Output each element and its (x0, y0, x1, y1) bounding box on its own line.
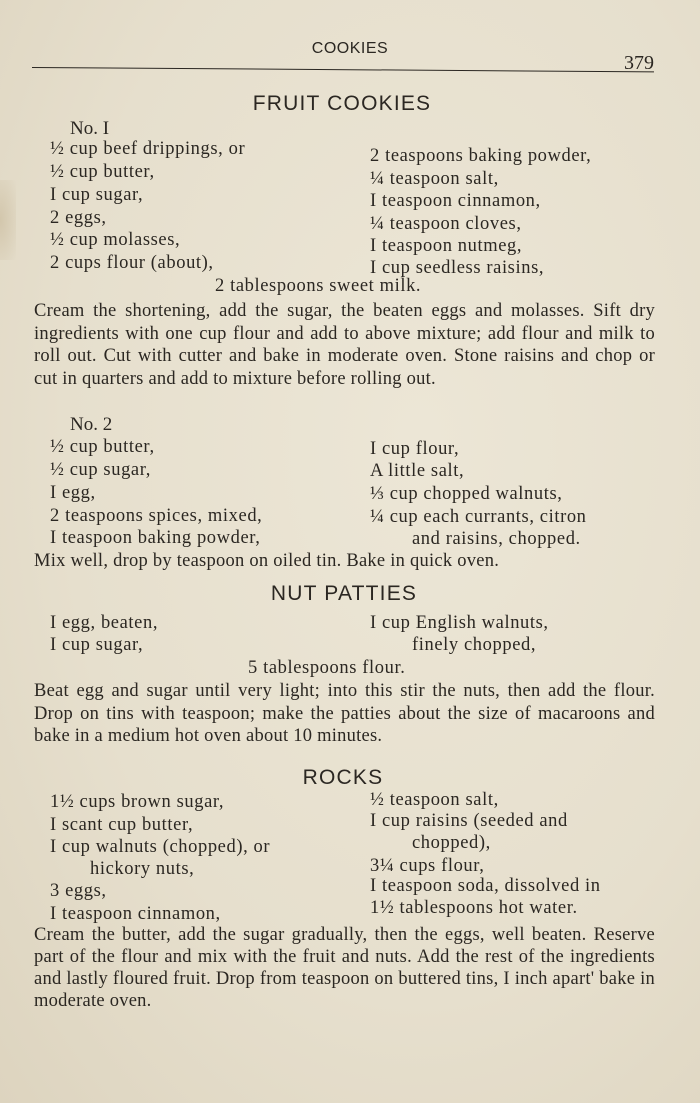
ingredient-item: 1½ cups brown sugar, (50, 792, 225, 812)
ingredient-item: hickory nuts, (90, 859, 195, 879)
ingredient-item: 3 eggs, (50, 881, 107, 901)
ingredient-item: 3¼ cups flour, (370, 856, 485, 876)
ingredient-item: ½ cup butter, (50, 162, 155, 182)
ingredient-item: I teaspoon soda, dissolved in (370, 876, 601, 896)
ingredient-item: 2 teaspoons spices, mixed, (50, 506, 263, 526)
centered-ingredient: 2 tablespoons sweet milk. (215, 276, 422, 296)
ingredient-item: I cup flour, (370, 439, 460, 459)
variant-label-no2: No. 2 (70, 414, 113, 435)
header-rule (32, 67, 654, 72)
ingredient-item: ¼ teaspoon cloves, (370, 214, 522, 234)
ingredient-item: ½ cup sugar, (50, 460, 151, 480)
ingredient-item: I teaspoon cinnamon, (370, 191, 541, 211)
method-paragraph: Cream the shortening, add the sugar, the beaten eggs and molasses. Sift dry ingredients with one cup flour and add to above mixture; add flour and milk to roll out. Cut with cutter and bake in moderate oven. Stone raisins and chop or cut in quarters and add to mixture before rolling out. (34, 301, 655, 389)
ingredient-item: and raisins, chopped. (412, 529, 581, 549)
ingredient-item: I scant cup butter, (50, 815, 194, 835)
ingredient-item: I egg, beaten, (50, 613, 159, 633)
ingredient-item: ½ cup molasses, (50, 230, 181, 250)
ingredient-item: chopped), (412, 833, 491, 853)
method-paragraph: Cream the butter, add the sugar gradually, then the eggs, well beaten. Reserve part of the flour and mix with the fruit and nuts. Add the rest of the ingredients and lastly floured fruit. Drop from teaspoon on buttered tins, I inch apart' bake in moderate oven. (34, 925, 655, 1011)
ingredient-item: ½ cup butter, (50, 437, 155, 457)
ingredient-item: I cup English walnuts, (370, 613, 549, 633)
ingredient-item: 2 eggs, (50, 208, 107, 228)
ingredient-item: 2 cups flour (about), (50, 253, 214, 273)
ingredient-item: ⅓ cup chopped walnuts, (370, 484, 563, 504)
ingredient-item: I teaspoon baking powder, (50, 528, 261, 548)
ingredient-item: A little salt, (370, 461, 465, 481)
recipe-title-rocks: ROCKS (302, 766, 384, 789)
ingredient-item: finely chopped, (412, 635, 537, 655)
ingredient-item: I cup raisins (seeded and (370, 811, 568, 831)
centered-ingredient: 5 tablespoons flour. (248, 658, 406, 678)
page-stain (0, 180, 16, 260)
recipe-title-fruit-cookies: FRUIT COOKIES (252, 92, 432, 115)
ingredient-item: 2 teaspoons baking powder, (370, 146, 592, 166)
ingredient-item: I cup walnuts (chopped), or (50, 837, 271, 857)
ingredient-item: I teaspoon nutmeg, (370, 236, 523, 256)
ingredient-item: ½ cup beef drippings, or (50, 139, 246, 159)
ingredient-item: I teaspoon cinnamon, (50, 904, 221, 924)
ingredient-item: I cup seedless raisins, (370, 258, 545, 278)
ingredient-item: I egg, (50, 483, 96, 503)
ingredient-item: ¼ teaspoon salt, (370, 169, 499, 189)
ingredient-item: I cup sugar, (50, 185, 144, 205)
page-number: 379 (624, 52, 654, 74)
ingredient-item: I cup sugar, (50, 635, 144, 655)
ingredient-item: ½ teaspoon salt, (370, 790, 499, 810)
ingredient-item: 1½ tablespoons hot water. (370, 898, 578, 918)
running-head: COOKIES (311, 40, 389, 57)
variant-label-no1: No. I (70, 118, 110, 139)
recipe-title-nut-patties: NUT PATTIES (270, 582, 418, 605)
ingredient-item: ¼ cup each currants, citron (370, 507, 587, 527)
method-paragraph: Beat egg and sugar until very light; into this stir the nuts, then add the flour. Drop on tins with teaspoon; make the patties about the size of macaroons and bake in a medium hot oven about 10 minutes. (34, 681, 655, 746)
method-paragraph: Mix well, drop by teaspoon on oiled tin. Bake in quick oven. (34, 551, 500, 571)
